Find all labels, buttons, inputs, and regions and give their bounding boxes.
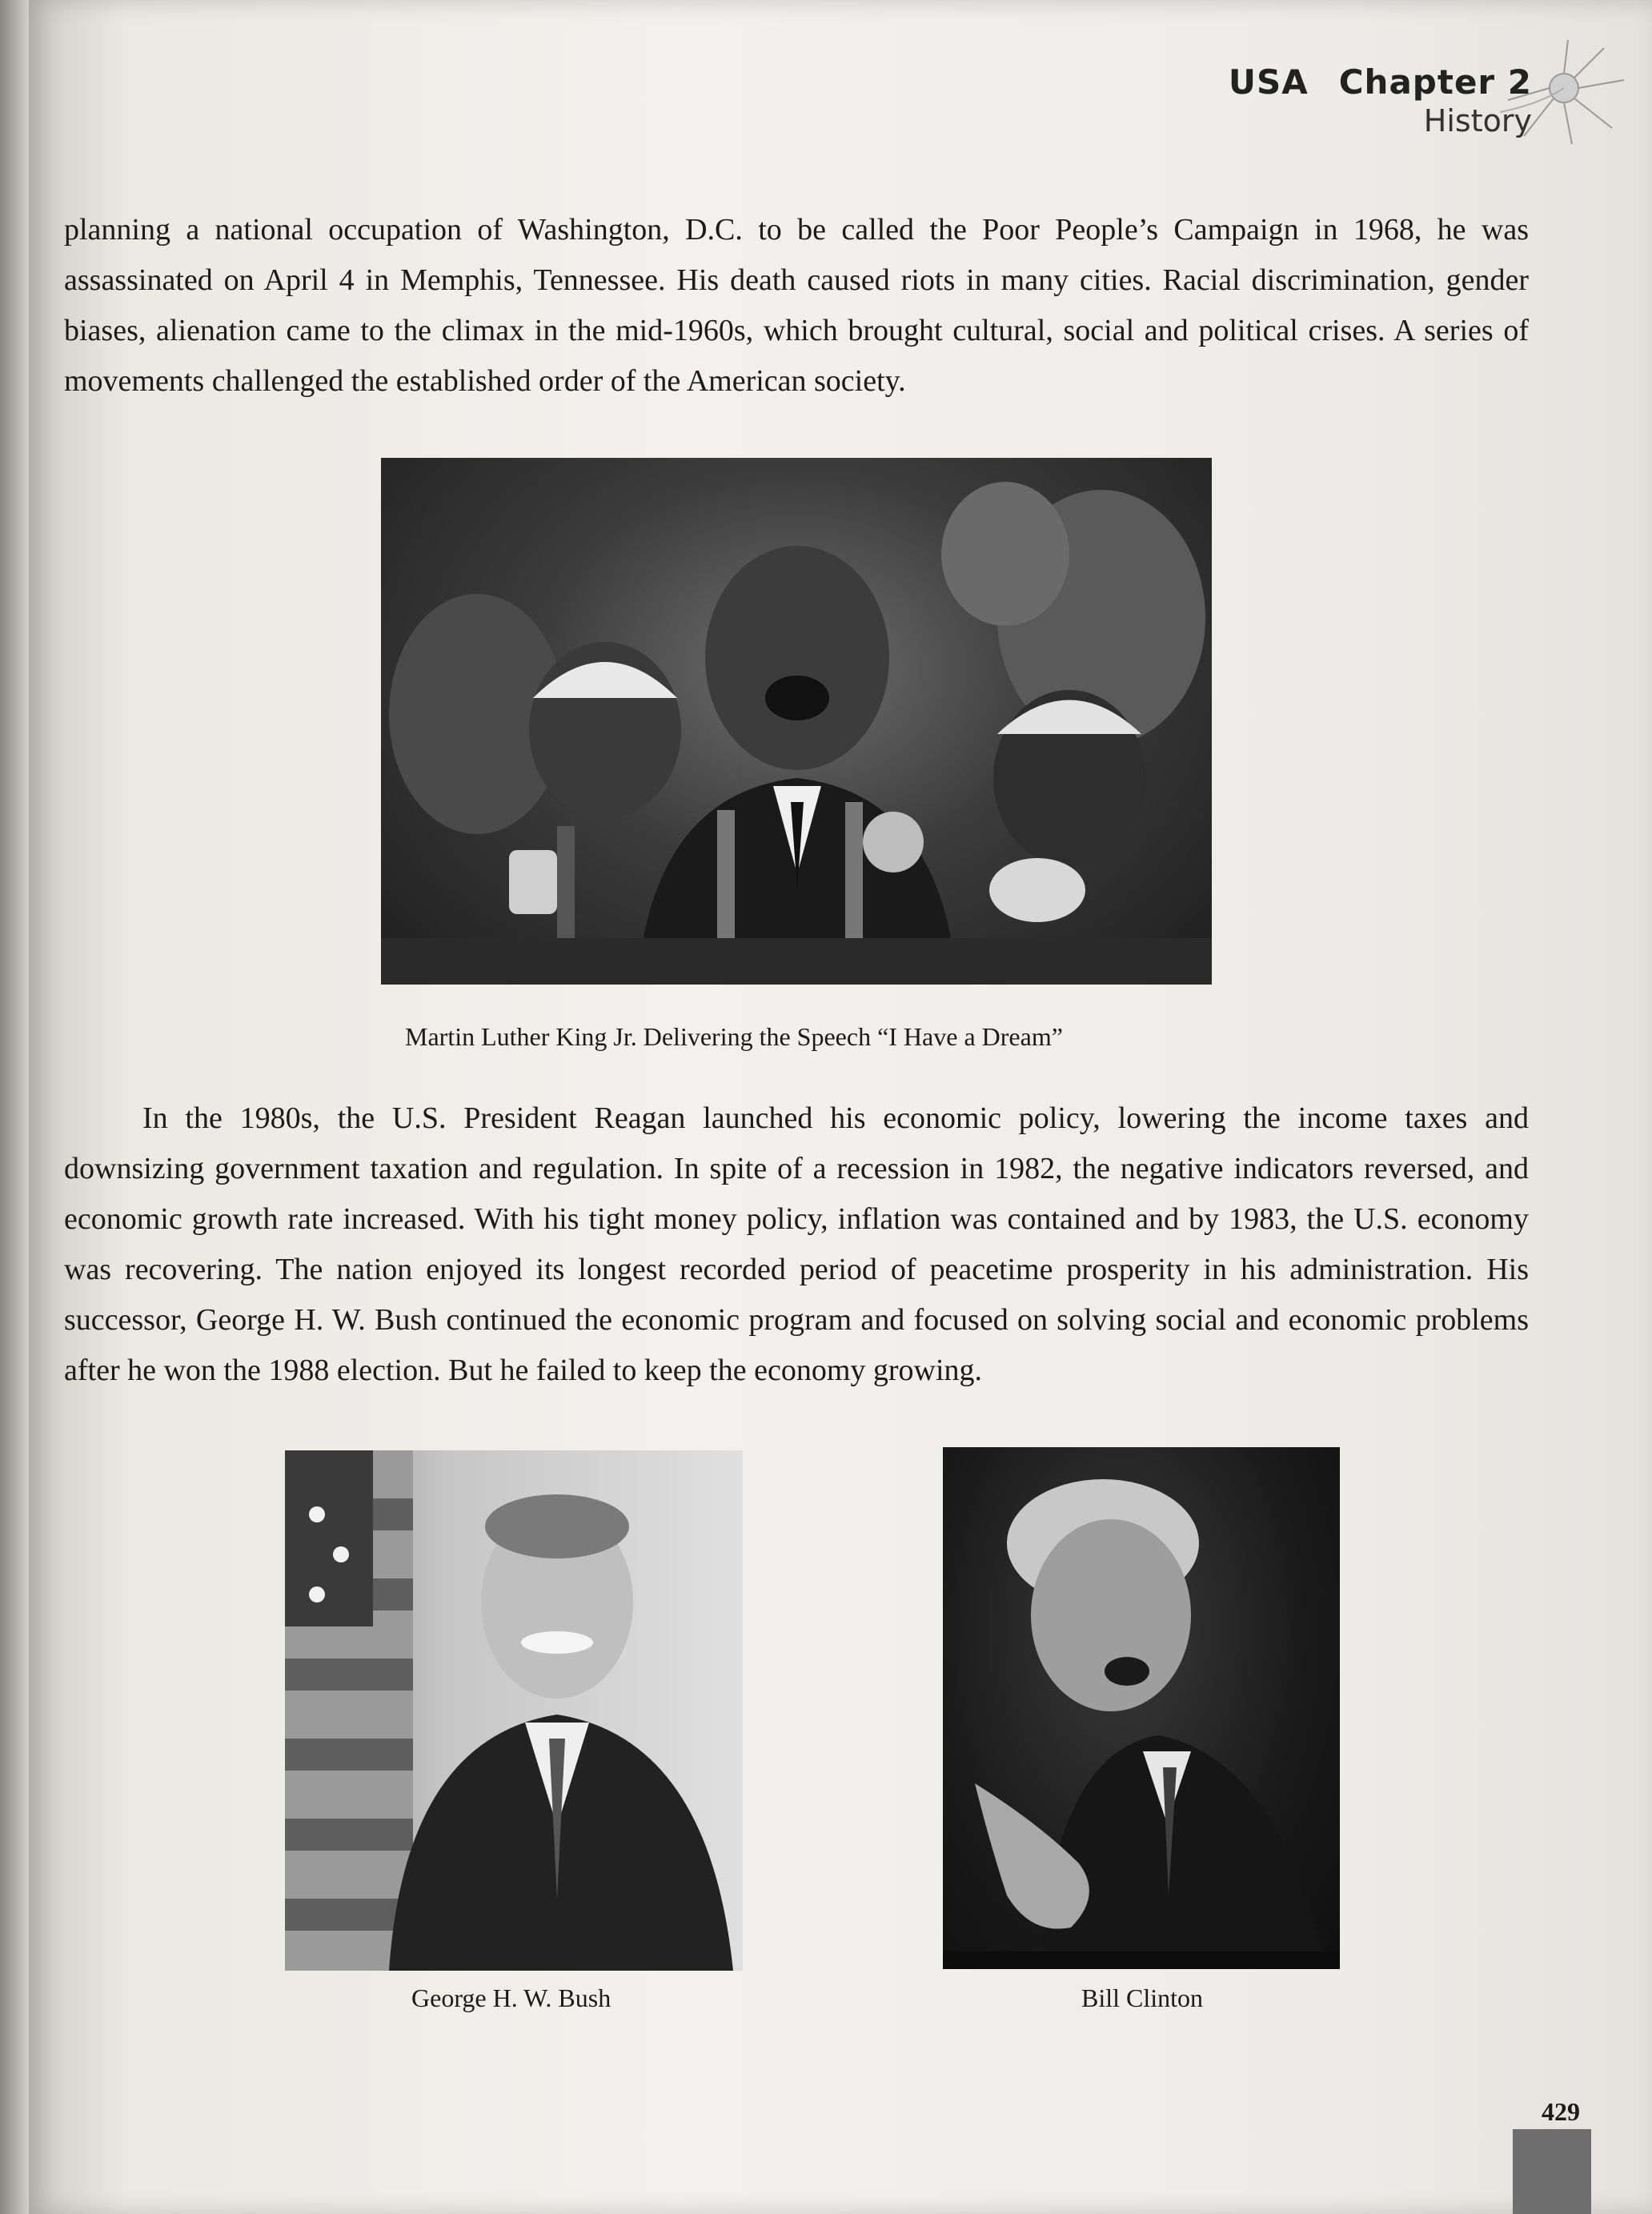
bush-photo-caption: George H. W. Bush — [411, 1983, 611, 2012]
header-chapter-line — [1229, 62, 1532, 102]
paragraph-2: In the 1980s, the U.S. President Reagan launched his economic policy, lowering the income taxes and downsizing government taxation and regulation. In spite of a recession in 1982, the negative indicators reversed, and economic growth rate increased. With his tight money policy, inflation was contained and by 1983, the U.S. economy was recovering. The nation enjoyed its longest recorded period of peacetime prosperity in his administration. His successor, George H. W. Bush continued the economic program and focused on solving social and economic problems after he won the 1988 election. But he failed to keep the economy growing. — [64, 1101, 1529, 1387]
header-country: USA — [1228, 62, 1309, 102]
header-chapter: Chapter 2 — [1338, 62, 1532, 102]
paragraph-1: planning a national occupation of Washington, D.C. to be called the Poor People’s Campaign in 1968, he was assassinated on April 4 in Memphis, Tennessee. His death caused riots in many cities. Racial discrimination, gender biases, alienation came to the climax in the mid-1960s, which brought cultural, social and political crises. A series of movements challenged the established order of the American society. — [64, 213, 1529, 398]
page-header — [1229, 62, 1532, 138]
page-number: 429 — [1542, 2097, 1580, 2126]
header-section: History — [1423, 103, 1532, 138]
page-corner-tab — [1513, 2129, 1591, 2214]
mlk-speech-photo — [381, 458, 1212, 985]
bill-clinton-photo — [943, 1447, 1340, 1969]
clinton-photo-caption: Bill Clinton — [1081, 1983, 1204, 2012]
book-spine-shadow — [0, 0, 30, 2214]
george-bush-photo — [285, 1450, 743, 1971]
mlk-photo-caption: Martin Luther King Jr. Delivering the Speech “I Have a Dream” — [405, 1022, 1063, 1051]
